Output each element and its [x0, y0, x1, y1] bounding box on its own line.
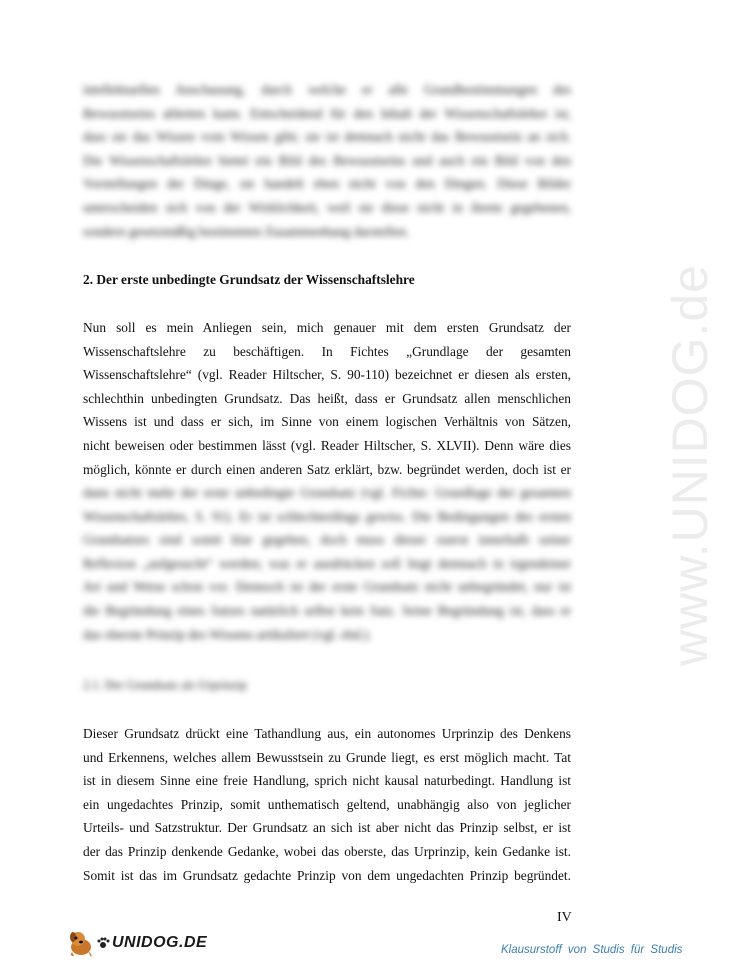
section-heading: 2. Der erste unbedingte Grundsatz der Wissenschaftslehre: [83, 272, 415, 287]
dog-mascot-icon: [66, 928, 96, 958]
text-line: Reflexion „aufgesucht“ werden; was er ausdrücken soll liegt demnach in irgendeiner: [83, 555, 571, 571]
text-line: und Erkennens, welches allem Bewusstsein zu Grunde liegt, es erst möglich macht. Tat: [83, 749, 571, 765]
text-line: möglich, könnte er durch einen anderen Satz erklärt, bzw. begründet werden, doch ist er: [83, 461, 571, 477]
text-line: Somit ist das im Grundsatz gedachte Prinzip von dem ungedachten Prinzip begründet.: [83, 867, 571, 883]
text-line: Wissenschaftslehre, S. 91). Er ist schlechterdings gewiss. Die Bedingungen des ersten: [83, 508, 571, 524]
text-line: ist in diesem Sinne eine freie Handlung, sprich nicht kausal naturbedingt. Handlung ist: [83, 773, 571, 789]
text-line: Nun soll es mein Anliegen sein, mich genauer mit dem ersten Grundsatz der: [83, 320, 571, 335]
text-line: Bewusstseins ableiten kann. Entscheidend für den Inhalt der Wissenschaftslehre ist,: [83, 105, 571, 121]
text-line: Wissenschaftslehre zu beschäftigen. In Fichtes „Grundlage der gesamten: [83, 343, 571, 359]
text-line: sondern gesetzmäßig bestimmten Zusammenhang darstellen.: [83, 223, 410, 239]
text-line: Grundsatzes sind somit klar gegeben, doch muss dieser zuerst innerhalb seiner: [83, 532, 571, 548]
watermark: www.UNIDOG.de: [662, 264, 718, 666]
subsection-heading: 2.1. Der Grundsatz als Urprinzip: [83, 678, 247, 692]
text-line: Urteils- und Satzstruktur. Der Grundsatz an sich ist aber nicht das Prinzip selbst, er ist: [83, 820, 571, 836]
text-line: ein ungedachtes Prinzip, somit unthematisch geltend, unabhängig also von jeglicher: [83, 796, 571, 812]
text-line: unterscheiden sich von der Wirklichkeit, weil sie diese nicht in ihrem gegebenen,: [83, 199, 571, 215]
text-line: Art und Weise schon vor. Dennoch ist der erste Grundsatz nicht unbegründet, nur ist: [83, 579, 571, 595]
blurred-paragraph-top: [83, 78, 571, 243]
logo-text: UNIDOG.DE: [112, 934, 208, 951]
text-line: Wissenschaftslehre“ (vgl. Reader Hiltscher, S. 90-110) bezeichnet er diesen als ersten,: [83, 367, 571, 383]
text-line: der das Prinzip denkende Gedanke, wobei das oberste, das Urprinzip, kein Gedanke ist.: [83, 843, 571, 859]
text-line: das oberste Prinzip des Wissens artikuliert (vgl. ebd.).: [83, 626, 372, 642]
text-line: Vorstellungen der Dinge, sie handelt eben nicht von den Dingen. Diese Bilder: [83, 176, 571, 192]
text-line: intellektuellen Anschauung, durch welche er alle Grundbestimmungen des: [83, 82, 571, 97]
text-line: dann nicht mehr der erste unbedingte Grundsatz (vgl. Fichte: Grundlage der gesamten: [83, 485, 571, 500]
page-number: IV: [557, 910, 572, 925]
paragraph-1: [83, 316, 571, 481]
text-line: nicht beweisen oder bestimmen lässt (vgl. Reader Hiltscher, S. XLVII). Denn wäre dies: [83, 437, 571, 453]
paragraph-2: [83, 722, 571, 887]
footer-tagline: Klausurstoff von Studis für Studis: [501, 944, 683, 956]
text-line: dass sie das Wissen vom Wissen gibt; sie ist demnach nicht das Bewusstsein an sich.: [83, 129, 571, 145]
text-line: schlechthin unbedingten Grundsatz. Das heißt, dass er Grundsatz allen menschlichen: [83, 390, 571, 406]
blurred-paragraph-continuation: [83, 481, 571, 646]
text-line: die Begründung eines Satzes natürlich selbst kein Satz. Seine Begründung ist, dass er: [83, 602, 571, 618]
unidog-logo[interactable]: [66, 928, 207, 958]
paw-print-icon: [96, 936, 110, 950]
text-line: Dieser Grundsatz drückt eine Tathandlung aus, ein autonomes Urprinzip des Denkens: [83, 726, 571, 741]
text-line: Die Wissenschaftslehre bietet ein Bild des Bewusstseins und auch ein Bild von den: [83, 152, 571, 168]
text-line: Wissens ist und dass er sich, im Sinne von einem logischen Verhältnis von Sätzen,: [83, 414, 571, 430]
